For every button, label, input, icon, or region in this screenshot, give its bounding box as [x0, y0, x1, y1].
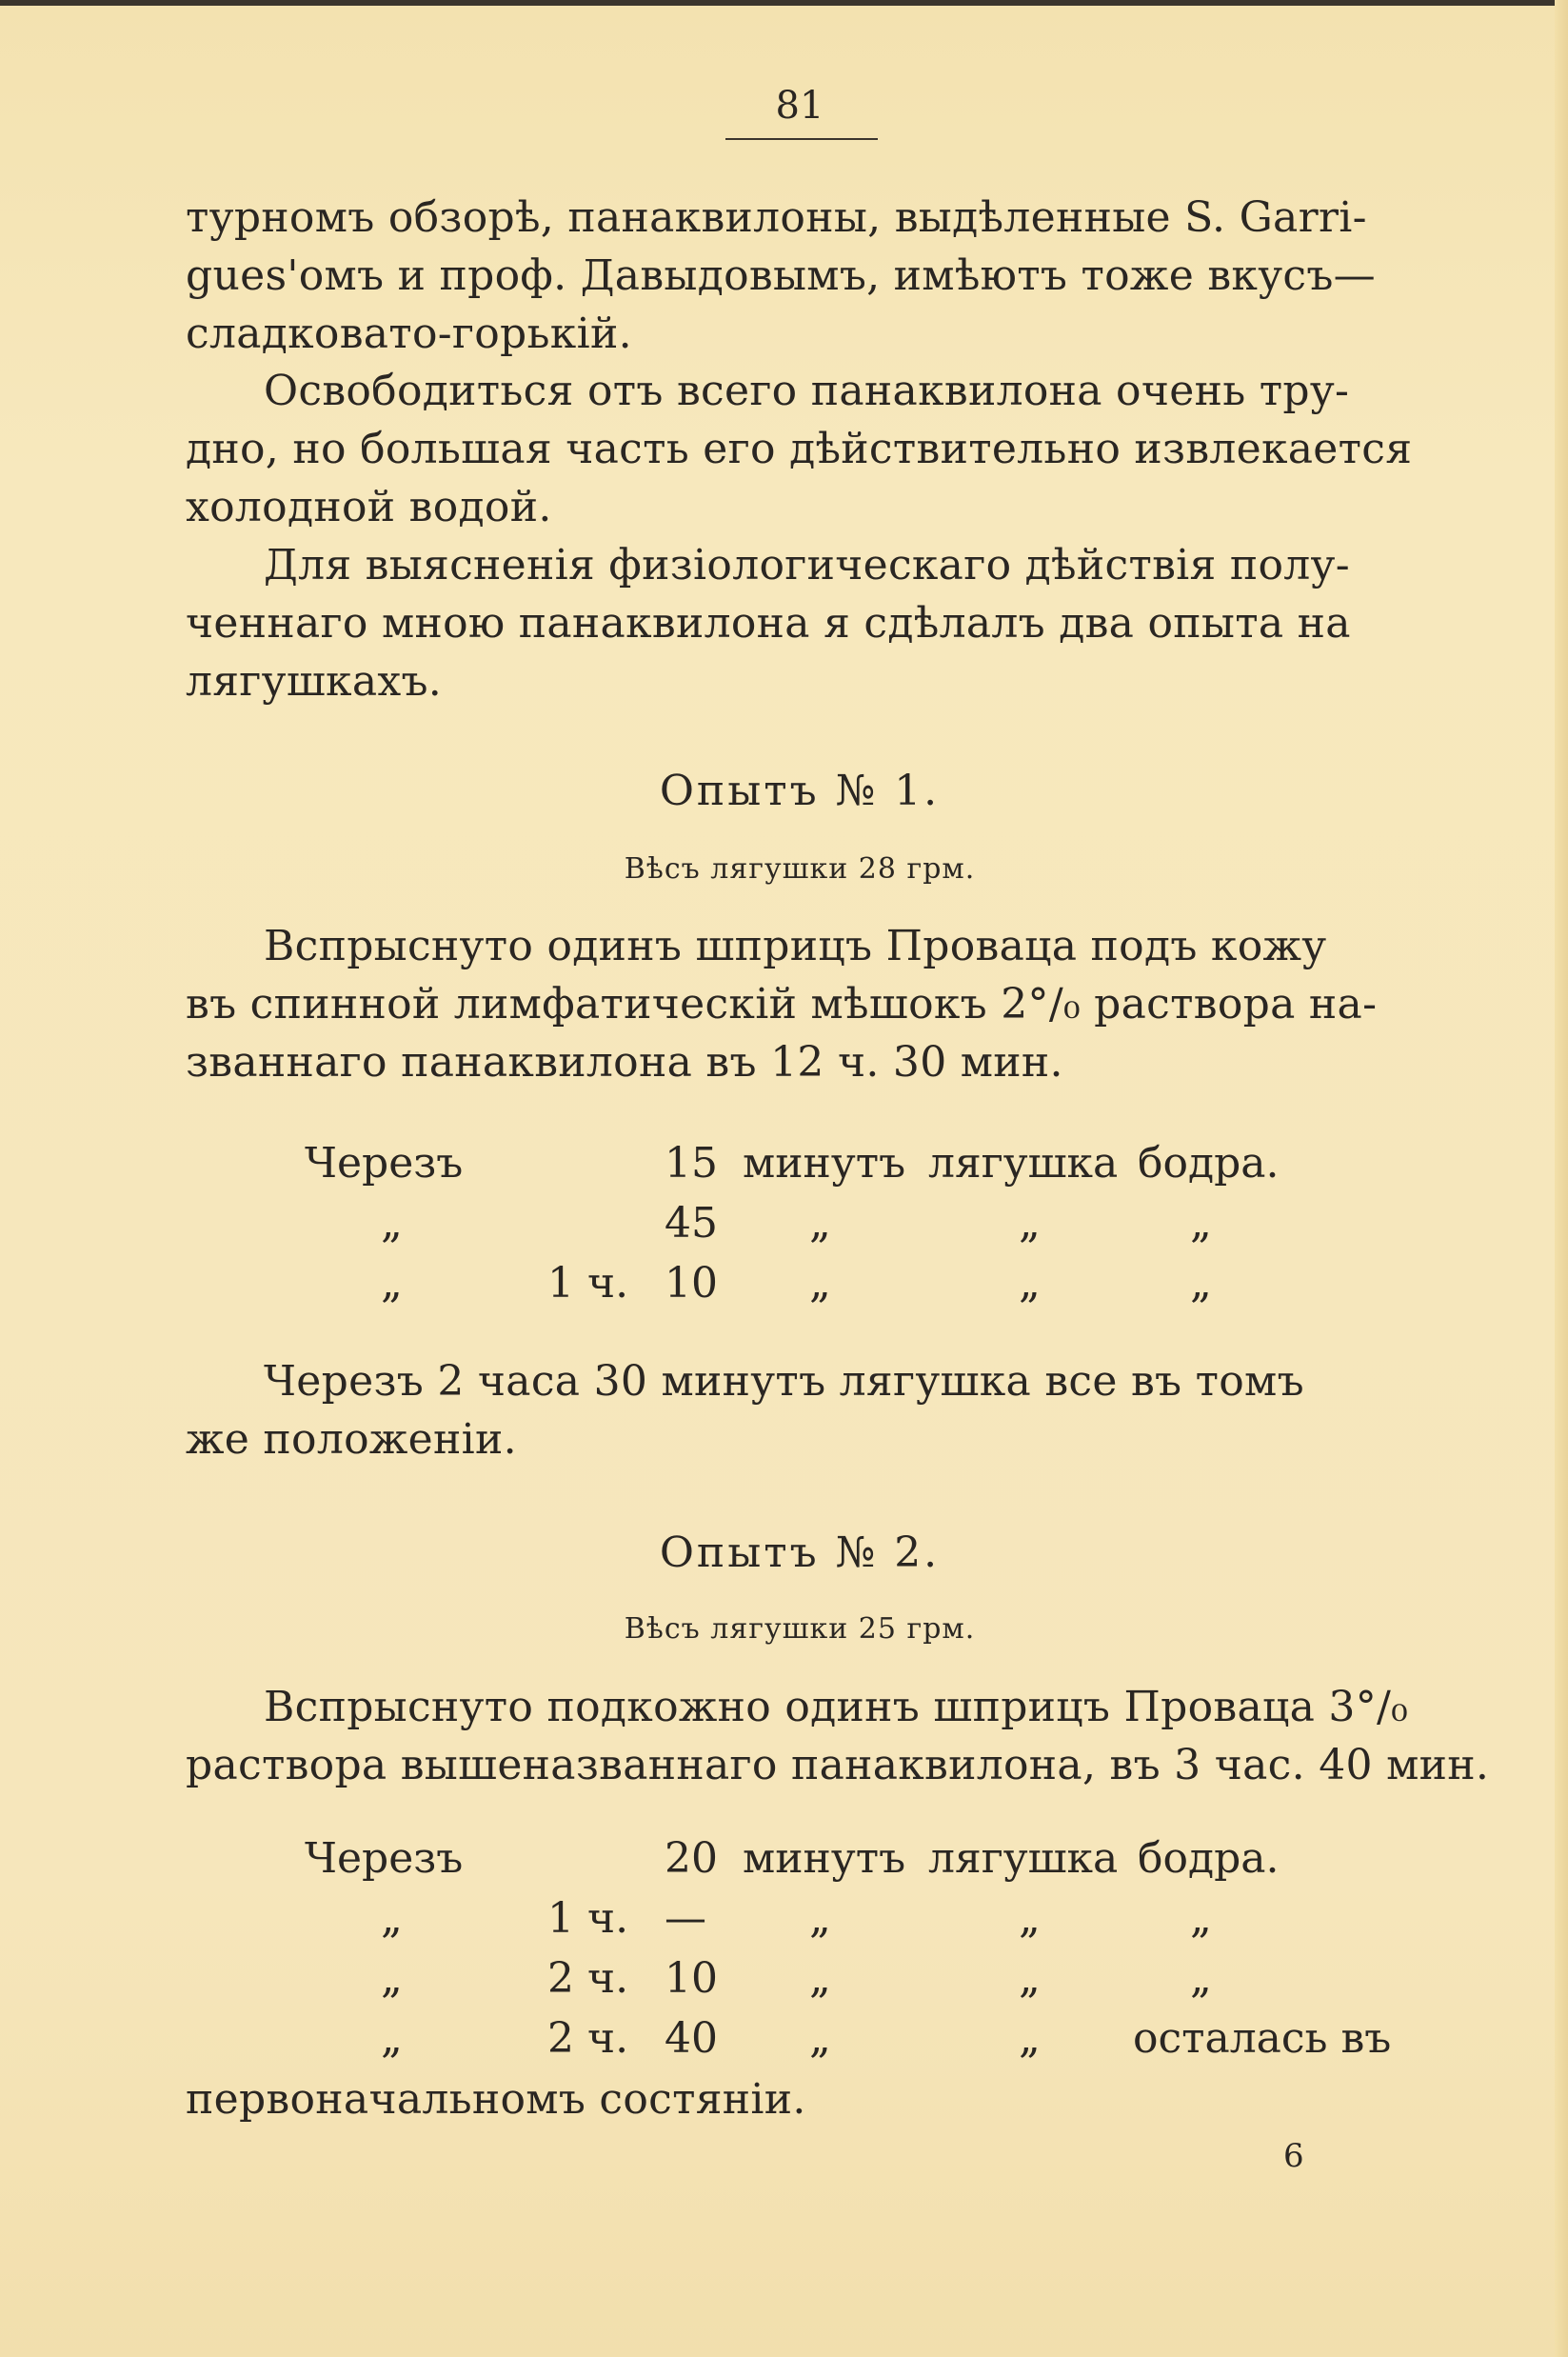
experiment-2-title: Опытъ № 2. [659, 1528, 941, 1577]
row-state: осталась въ [1133, 2014, 1392, 2063]
row-minutes: 15 [665, 1139, 718, 1188]
text-line: лягушкахъ. [186, 657, 443, 706]
row-state: бодра. [1138, 1834, 1280, 1883]
experiment-2-conclusion [186, 2070, 1414, 2128]
row-frog: лягушка [928, 1834, 1119, 1883]
signature-mark: 6 [1283, 2137, 1304, 2175]
row-label: Черезъ [305, 1139, 464, 1188]
row-word: „ [809, 2014, 831, 2063]
row-hours: 2 ч. [547, 2014, 629, 2063]
text-line: Для выясненія физіологическаго дѣйствія полу- [264, 541, 1350, 589]
text-line: званнаго панаквилона въ 12 ч. 30 мин. [186, 1038, 1063, 1087]
row-frog: „ [1019, 1259, 1041, 1308]
row-word: минутъ [743, 1834, 906, 1883]
row-frog: „ [1019, 1894, 1041, 1943]
experiment-1-table-row [0, 1255, 1568, 1312]
experiment-2-description [186, 1678, 1490, 1794]
experiment-2-table-row [0, 1890, 1568, 1948]
experiment-1-description [186, 917, 1414, 1091]
row-hours: 1 ч. [547, 1894, 629, 1943]
text-line: Черезъ 2 часа 30 минутъ лягушка все въ томъ [264, 1357, 1304, 1406]
experiment-2-table-row [0, 1950, 1568, 2007]
row-state: „ [1190, 1954, 1212, 2003]
text-line: Освободиться отъ всего панаквилона очень тру- [264, 367, 1350, 415]
paragraph-extraction [186, 362, 1414, 536]
page-number-rule [725, 138, 878, 140]
row-frog: „ [1019, 1199, 1041, 1248]
row-word: „ [809, 1199, 831, 1248]
row-minutes: 20 [665, 1834, 718, 1883]
text-line: Вспрыснуто одинъ шприцъ Провацa подъ кожу [264, 922, 1327, 970]
experiment-1-title: Опытъ № 1. [659, 767, 941, 815]
row-hours: 2 ч. [547, 1954, 629, 2003]
row-word: „ [809, 1259, 831, 1308]
paragraph-frog-experiments [186, 536, 1414, 710]
page-number: 81 [775, 84, 824, 128]
experiment-1-table-row [0, 1135, 1568, 1192]
text-line: Вспрыснуто подкожно одинъ шприцъ Провацa 3°/₀ [264, 1683, 1409, 1731]
experiment-2-weight: Вѣсъ лягушки 25 грм. [624, 1612, 976, 1646]
row-frog: „ [1019, 2014, 1041, 2063]
row-minutes: 10 [665, 1259, 718, 1308]
intro-paragraph [186, 189, 1414, 363]
row-minutes: — [665, 1894, 706, 1943]
row-frog: лягушка [928, 1139, 1119, 1188]
row-label: „ [381, 1894, 403, 1943]
text-line: раствора вышеназваннаго панаквилона, въ 3 час. 40 мин. [186, 1741, 1490, 1789]
row-label: Черезъ [305, 1834, 464, 1883]
row-hours: 1 ч. [547, 1259, 629, 1308]
text-line: холодной водой. [186, 483, 552, 531]
row-state: „ [1190, 1199, 1212, 1248]
text-line: ченнаго мною панаквилона я сдѣлалъ два опыта на [186, 599, 1351, 648]
experiment-1-weight: Вѣсъ лягушки 28 грм. [624, 852, 976, 886]
row-minutes: 40 [665, 2014, 718, 2063]
text-line: турномъ обзорѣ, панаквилоны, выдѣленные S. Garri- [186, 193, 1367, 242]
row-frog: „ [1019, 1954, 1041, 2003]
text-line: первоначальномъ состяніи. [186, 2075, 806, 2124]
text-line: дно, но большая часть его дѣйствительно извлекается [186, 425, 1413, 473]
row-word: минутъ [743, 1139, 906, 1188]
row-minutes: 45 [665, 1199, 718, 1248]
text-line: сладковато-горькій. [186, 310, 632, 358]
row-state: „ [1190, 1894, 1212, 1943]
row-minutes: 10 [665, 1954, 718, 2003]
row-label: „ [381, 1199, 403, 1248]
experiment-2-table-row [0, 2010, 1568, 2067]
page-top-edge [0, 0, 1568, 6]
row-label: „ [381, 1954, 403, 2003]
experiment-2-table-row [0, 1830, 1568, 1888]
row-word: „ [809, 1954, 831, 2003]
text-line: же положеніи. [186, 1415, 517, 1464]
row-word: „ [809, 1894, 831, 1943]
text-line: gues'омъ и проф. Давыдовымъ, имѣютъ тоже вкусъ— [186, 251, 1376, 300]
row-state: бодра. [1138, 1139, 1280, 1188]
experiment-1-conclusion [186, 1352, 1414, 1468]
experiment-1-table-row [0, 1195, 1568, 1252]
text-line: въ спинной лимфатическій мѣшокъ 2°/₀ раствора на- [186, 980, 1378, 1029]
row-label: „ [381, 2014, 403, 2063]
row-state: „ [1190, 1259, 1212, 1308]
row-label: „ [381, 1259, 403, 1308]
